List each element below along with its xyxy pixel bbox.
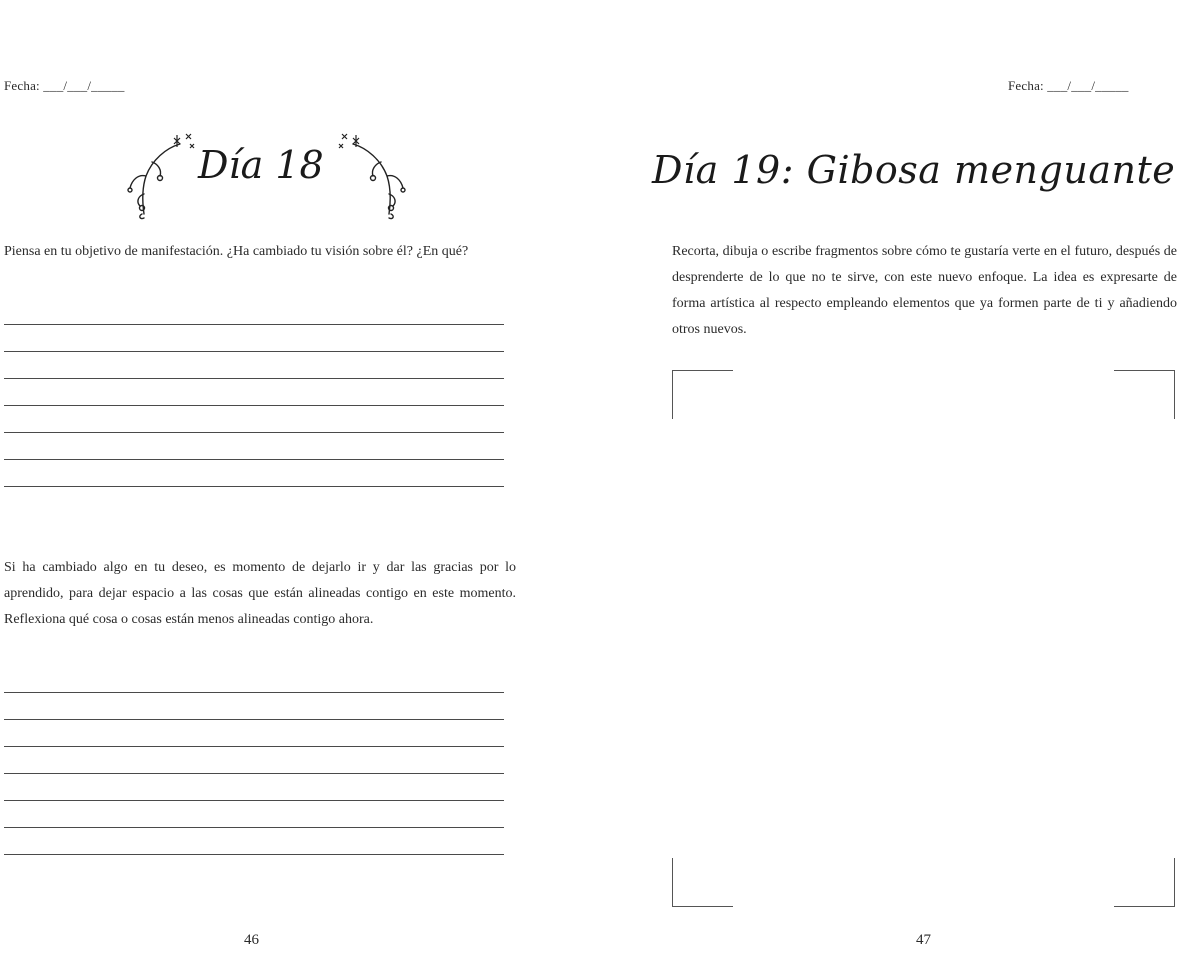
- frame-corner-top-left: [672, 370, 733, 419]
- right-page: [600, 0, 1179, 976]
- frame-corner-top-right: [1114, 370, 1175, 419]
- left-page: [0, 0, 560, 976]
- writing-lines: [4, 692, 504, 881]
- page-title: Día 19: Gibosa menguante: [652, 148, 1176, 192]
- writing-line: [4, 827, 504, 828]
- writing-line: [4, 486, 504, 487]
- writing-line: [4, 800, 504, 801]
- date-label: Fecha: ___/___/_____: [4, 78, 125, 93]
- writing-line: [4, 405, 504, 406]
- writing-line: [4, 324, 504, 325]
- floral-vine-icon: [335, 130, 415, 220]
- date-label: Fecha: ___/___/_____: [1008, 78, 1129, 93]
- frame-corner-bottom-right: [1114, 858, 1175, 907]
- floral-vine-icon: [118, 130, 198, 220]
- page-number: 47: [916, 932, 931, 948]
- prompt-text: Piensa en tu objetivo de manifestación. ¿Ha cambiado tu visión sobre él? ¿En qué?: [4, 244, 469, 259]
- writing-line: [4, 459, 504, 460]
- writing-line: [4, 692, 504, 693]
- page-title: Día 18: [198, 143, 324, 187]
- writing-line: [4, 378, 504, 379]
- writing-line: [4, 432, 504, 433]
- writing-line: [4, 773, 504, 774]
- page-number: 46: [244, 932, 259, 948]
- writing-line: [4, 719, 504, 720]
- writing-line: [4, 854, 504, 855]
- writing-line: [4, 351, 504, 352]
- prompt-text: Recorta, dibuja o escribe fragmentos sobre cómo te gustaría verte en el futuro, después de desprenderte de lo que no te sirve, con este nuevo enfoque. La idea es expresarte de forma artística al respecto empleando elementos que ya formen parte de ti y añadiendo otros nuevos.: [672, 244, 1177, 337]
- writing-lines: [4, 324, 504, 513]
- writing-line: [4, 746, 504, 747]
- prompt-text: Si ha cambiado algo en tu deseo, es momento de dejarlo ir y dar las gracias por lo aprendido, para dejar espacio a las cosas que están alineadas contigo en este momento. Reflexiona qué cosa o cosas están menos alineadas contigo ahora.: [4, 560, 516, 627]
- frame-corner-bottom-left: [672, 858, 733, 907]
